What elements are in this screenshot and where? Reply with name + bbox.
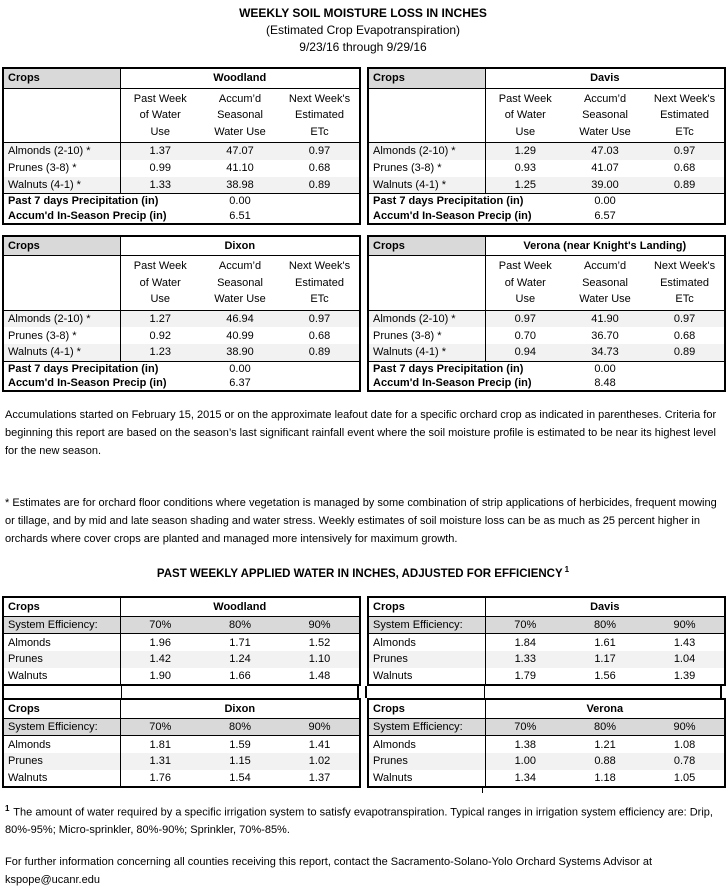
value-cell: 1.00	[514, 755, 536, 768]
subheader-spacer	[3, 256, 120, 311]
crop-name: Walnuts (4-1) *	[3, 344, 120, 361]
column-header-line: Accum’d	[583, 92, 627, 105]
value-cell: 0.97	[673, 145, 696, 158]
column-header-past-week	[120, 88, 200, 143]
table-row	[3, 361, 360, 376]
contact-info: For further information concerning all counties receiving this report, contact the Sacramento-Solano-Yolo Orchard Systems Advisor at kspope@ucanr.edu	[5, 856, 653, 887]
column-header-line: Estimated	[660, 276, 709, 289]
location-header: Verona	[485, 699, 725, 719]
applied-water-table-dixon	[2, 698, 361, 788]
value-cell: 1.17	[594, 653, 616, 666]
crop-name: Prunes	[368, 651, 485, 668]
value-cell: 0.68	[673, 329, 696, 342]
value-cell: 1.04	[673, 653, 696, 666]
crops-header: Crops	[368, 236, 485, 256]
value-cell: 1.27	[149, 312, 171, 325]
crop-name: Prunes	[368, 753, 485, 770]
column-header-line: Water Use	[214, 293, 266, 305]
subheader-spacer	[3, 88, 120, 143]
value-cell: 1.25	[485, 177, 565, 194]
table-border-stub	[482, 788, 483, 793]
value-cell: 1.42	[149, 653, 171, 666]
efficiency-header: 90%	[645, 719, 725, 736]
column-header-line: Next Week's	[653, 260, 716, 272]
column-header-line: Estimated	[295, 276, 344, 289]
table-row	[3, 770, 360, 787]
table-row	[3, 194, 360, 209]
value-cell: 1.96	[149, 636, 171, 649]
empty-cell	[645, 361, 725, 376]
location-header: Woodland	[120, 597, 360, 617]
precip-label: Past 7 days Precipitation (in)	[373, 362, 524, 375]
value-cell: 0.70	[514, 329, 536, 342]
crop-name: Almonds (2-10) *	[3, 143, 120, 160]
precip-value: 8.48	[594, 377, 616, 389]
column-header-seasonal	[565, 88, 645, 143]
value-cell: 47.07	[226, 145, 254, 158]
efficiency-label: System Efficiency:	[3, 617, 120, 634]
value-cell: 0.89	[280, 177, 360, 194]
value-cell: 1.66	[229, 669, 251, 682]
value-cell: 0.68	[308, 329, 331, 342]
value-cell: 1.43	[673, 636, 696, 649]
value-cell: 1.56	[594, 669, 616, 682]
moisture-table-davis	[367, 67, 726, 225]
moisture-table-dixon	[2, 235, 361, 393]
column-header-line: Accum’d	[218, 92, 262, 105]
value-cell: 1.61	[594, 636, 616, 649]
table-row	[3, 736, 360, 753]
value-cell: 1.71	[229, 636, 251, 649]
value-cell: 39.00	[565, 177, 645, 194]
table-row	[368, 209, 725, 224]
column-header-line: Use	[515, 125, 536, 138]
precip-label: Past 7 days Precipitation (in)	[8, 362, 159, 375]
efficiency-row	[3, 617, 360, 634]
note-accumulations: Accumulations started on February 15, 2015 or on the approximate leafout date for a specific orchard crop as indicated in parentheses. Criteria for beginning this report are based on the season’s last significant rainfall event where the soil moisture profile is estimated to be near its highest level for the new season.	[5, 409, 717, 457]
value-cell: 1.10	[308, 653, 331, 666]
table-row	[368, 753, 725, 770]
column-header-line: Estimated	[295, 109, 344, 121]
value-cell: 1.54	[229, 771, 251, 784]
location-header: Verona (near Knight's Landing)	[485, 236, 725, 256]
crop-name: Prunes (3-8) *	[368, 327, 485, 344]
empty-table-row	[365, 686, 722, 698]
value-cell: 0.92	[149, 329, 171, 342]
column-header-line: ETc	[675, 293, 694, 305]
column-header-line: Water Use	[579, 125, 631, 138]
precip-label: Past 7 days Precipitation (in)	[8, 195, 159, 208]
empty-cell	[645, 194, 725, 209]
column-header-line: Past Week	[498, 260, 552, 272]
table-row	[3, 376, 360, 391]
value-cell: 1.31	[149, 755, 171, 768]
value-cell: 0.68	[308, 162, 331, 174]
crops-header: Crops	[3, 597, 120, 617]
value-cell: 41.07	[591, 162, 619, 174]
value-cell: 1.08	[673, 738, 696, 751]
value-cell: 0.97	[308, 312, 331, 325]
table-row	[3, 160, 360, 177]
column-header-line: Next Week's	[288, 260, 351, 272]
value-cell: 0.97	[514, 312, 536, 325]
precip-value: 0.00	[594, 362, 616, 375]
crop-name: Prunes	[3, 753, 120, 770]
value-cell: 0.89	[280, 344, 360, 361]
table-row	[368, 736, 725, 753]
column-header-line: of Water	[139, 109, 181, 121]
efficiency-header: 80%	[565, 719, 645, 736]
column-header-line: of Water	[504, 276, 546, 289]
empty-cell	[280, 376, 360, 391]
value-cell: 1.18	[594, 771, 616, 784]
table-row	[368, 327, 725, 344]
empty-table-row	[2, 686, 359, 698]
value-cell: 46.94	[226, 312, 254, 325]
value-cell: 1.90	[149, 669, 171, 682]
value-cell: 0.99	[149, 162, 171, 174]
value-cell: 1.76	[149, 771, 171, 784]
applied-water-table-verona	[367, 698, 726, 788]
table-row	[368, 651, 725, 668]
column-header-past-week	[485, 256, 565, 311]
column-header-line: Seasonal	[217, 109, 263, 121]
table-row	[3, 310, 360, 327]
crop-name: Prunes (3-8) *	[368, 160, 485, 177]
value-cell: 34.73	[565, 344, 645, 361]
crop-name: Walnuts	[368, 668, 485, 685]
precip-value: 0.00	[229, 362, 251, 375]
empty-cell	[645, 376, 725, 391]
value-cell: 1.52	[308, 636, 331, 649]
crop-name: Almonds	[368, 736, 485, 753]
crops-header: Crops	[368, 68, 485, 88]
applied-water-heading-text: PAST WEEKLY APPLIED WATER IN INCHES, ADJUSTED FOR EFFICIENCY	[156, 567, 563, 580]
column-header-line: ETc	[310, 125, 329, 138]
value-cell: 41.10	[226, 162, 254, 174]
value-cell: 36.70	[591, 329, 619, 342]
footnote-text: The amount of water required by a specific irrigation system to satisfy evapotranspiration. Typical ranges in irrigation system efficiency are: Drip, 80%-95%; Micro-sprinkler, 80%-90%; Sprinkler, 70%-85%.	[5, 806, 713, 837]
crop-name: Prunes	[3, 651, 120, 668]
precip-value: 6.37	[229, 377, 251, 389]
value-cell: 0.89	[645, 344, 725, 361]
crop-name: Walnuts (4-1) *	[368, 177, 485, 194]
crop-name: Walnuts	[368, 770, 485, 787]
note-estimates: * Estimates are for orchard floor conditions where vegetation is managed by some combination of strip applications of herbicides, frequent mowing or tillage, and by mid and late season shading and water stress. Weekly estimates of soil moisture loss can be as much as 25 percent higher in orchards where cover crops are planted and managed more intensively for maximum growth.	[5, 497, 717, 545]
column-header-etc	[280, 256, 360, 311]
column-header-line: Seasonal	[582, 109, 628, 121]
applied-water-tables-row-1	[2, 596, 726, 686]
applied-water-heading	[0, 565, 726, 580]
efficiency-label: System Efficiency:	[368, 719, 485, 736]
precip-label: Accum'd In-Season Precip (in)	[8, 209, 167, 222]
crop-name: Almonds	[368, 634, 485, 651]
efficiency-row	[368, 719, 725, 736]
report-title: WEEKLY SOIL MOISTURE LOSS IN INCHES	[239, 6, 487, 20]
location-header: Woodland	[120, 68, 360, 88]
precip-label: Accum'd In-Season Precip (in)	[373, 209, 532, 222]
table-row	[3, 143, 360, 160]
table-row	[368, 668, 725, 685]
crop-name: Almonds (2-10) *	[368, 143, 485, 160]
value-cell: 0.78	[673, 755, 696, 768]
value-cell: 1.81	[149, 738, 171, 751]
column-header-etc	[280, 88, 360, 143]
crop-name: Prunes (3-8) *	[3, 327, 120, 344]
precip-label: Past 7 days Precipitation (in)	[373, 195, 524, 208]
column-header-line: Accum’d	[218, 260, 262, 272]
efficiency-header: 80%	[200, 617, 280, 634]
value-cell: 0.93	[514, 162, 536, 174]
column-header-past-week	[485, 88, 565, 143]
column-header-line: Use	[150, 293, 171, 305]
value-cell: 41.90	[591, 312, 619, 325]
applied-water-table-davis	[367, 596, 726, 686]
table-row	[3, 668, 360, 685]
crop-name: Almonds (2-10) *	[3, 310, 120, 327]
value-cell: 1.15	[229, 755, 251, 768]
moisture-tables-row-2	[2, 235, 726, 393]
crops-header: Crops	[3, 68, 120, 88]
value-cell: 1.29	[514, 145, 536, 158]
table-row	[3, 177, 360, 194]
crops-header: Crops	[368, 597, 485, 617]
column-header-etc	[645, 88, 725, 143]
column-header-line: Water Use	[214, 125, 266, 138]
crop-name: Walnuts (4-1) *	[368, 344, 485, 361]
table-row	[368, 361, 725, 376]
value-cell: 1.33	[120, 177, 200, 194]
value-cell: 1.02	[308, 755, 331, 768]
crop-name: Almonds	[3, 634, 120, 651]
value-cell: 1.84	[514, 636, 536, 649]
table-row	[3, 753, 360, 770]
table-row	[3, 344, 360, 361]
precip-value: 6.57	[594, 209, 616, 222]
value-cell: 1.38	[514, 738, 536, 751]
crops-header: Crops	[3, 699, 120, 719]
crop-name: Walnuts (4-1) *	[3, 177, 120, 194]
column-header-line: Next Week's	[288, 92, 351, 105]
value-cell: 0.88	[594, 755, 616, 768]
table-row	[368, 310, 725, 327]
location-header: Dixon	[120, 236, 360, 256]
crop-name: Almonds (2-10) *	[368, 310, 485, 327]
column-header-line: Past Week	[133, 260, 187, 272]
column-header-line: Seasonal	[582, 276, 628, 289]
efficiency-label: System Efficiency:	[368, 617, 485, 634]
column-header-line: Use	[150, 125, 171, 138]
value-cell: 1.24	[229, 653, 251, 666]
table-row	[368, 770, 725, 787]
value-cell: 0.94	[485, 344, 565, 361]
crops-header: Crops	[3, 236, 120, 256]
value-cell: 0.68	[673, 162, 696, 174]
value-cell: 1.33	[514, 653, 536, 666]
efficiency-header: 80%	[565, 617, 645, 634]
value-cell: 0.89	[645, 177, 725, 194]
column-header-line: ETc	[675, 125, 694, 138]
subheader-spacer	[368, 256, 485, 311]
table-row	[368, 143, 725, 160]
efficiency-header: 70%	[120, 617, 200, 634]
precip-label: Accum'd In-Season Precip (in)	[8, 377, 167, 389]
location-header: Davis	[485, 68, 725, 88]
efficiency-header: 90%	[280, 617, 360, 634]
footnote-marker: 1	[5, 803, 10, 813]
column-header-line: of Water	[139, 276, 181, 289]
moisture-table-verona	[367, 235, 726, 393]
applied-water-tables-row-2	[2, 698, 726, 788]
table-row	[3, 634, 360, 651]
precip-value: 6.51	[229, 209, 251, 222]
table-row	[368, 376, 725, 391]
subheader-spacer	[368, 88, 485, 143]
column-header-seasonal	[200, 88, 280, 143]
document-header	[0, 0, 726, 56]
location-header: Dixon	[120, 699, 360, 719]
value-cell: 1.48	[308, 669, 331, 682]
column-header-line: of Water	[504, 109, 546, 121]
value-cell: 0.97	[673, 312, 696, 325]
footnote-marker: 1	[564, 565, 570, 574]
value-cell: 1.05	[673, 771, 696, 784]
efficiency-header: 70%	[485, 719, 565, 736]
table-connector-row	[2, 686, 726, 698]
table-row	[368, 634, 725, 651]
table-row	[368, 160, 725, 177]
precip-label: Accum'd In-Season Precip (in)	[373, 377, 532, 389]
applied-water-table-woodland	[2, 596, 361, 686]
column-header-line: Seasonal	[217, 276, 263, 289]
empty-cell	[280, 361, 360, 376]
column-header-past-week	[120, 256, 200, 311]
empty-cell	[280, 194, 360, 209]
moisture-table-woodland	[2, 67, 361, 225]
crop-name: Almonds	[3, 736, 120, 753]
precip-value: 0.00	[229, 195, 251, 208]
value-cell: 1.37	[308, 771, 331, 784]
column-header-line: Water Use	[579, 293, 631, 305]
efficiency-row	[3, 719, 360, 736]
efficiency-header: 80%	[200, 719, 280, 736]
value-cell: 1.59	[229, 738, 251, 751]
value-cell: 38.98	[200, 177, 280, 194]
crops-header: Crops	[368, 699, 485, 719]
table-row	[368, 177, 725, 194]
empty-cell	[280, 209, 360, 224]
column-header-line: Use	[515, 293, 536, 305]
moisture-tables-row-1	[2, 67, 726, 225]
value-cell: 1.79	[514, 669, 536, 682]
efficiency-header: 90%	[645, 617, 725, 634]
efficiency-row	[368, 617, 725, 634]
value-cell: 40.99	[226, 329, 254, 342]
column-header-line: Estimated	[660, 109, 709, 121]
footnote-irrigation-efficiency	[0, 800, 726, 840]
report-date-range: 9/23/16 through 9/29/16	[299, 40, 427, 54]
column-header-line: ETc	[310, 293, 329, 305]
table-row	[368, 344, 725, 361]
column-header-line: Next Week's	[653, 92, 716, 105]
table-row	[368, 194, 725, 209]
column-header-line: Accum’d	[583, 260, 627, 272]
value-cell: 47.03	[591, 145, 619, 158]
column-header-line: Past Week	[498, 92, 552, 105]
column-header-line: Past Week	[133, 92, 187, 105]
value-cell: 1.41	[308, 738, 331, 751]
efficiency-header: 70%	[120, 719, 200, 736]
table-row	[3, 209, 360, 224]
empty-cell	[645, 209, 725, 224]
value-cell: 1.34	[514, 771, 536, 784]
value-cell: 0.97	[308, 145, 331, 158]
value-cell: 1.23	[120, 344, 200, 361]
table-row	[3, 327, 360, 344]
precip-value: 0.00	[594, 195, 616, 208]
value-cell: 1.37	[149, 145, 171, 158]
column-header-seasonal	[200, 256, 280, 311]
efficiency-header: 90%	[280, 719, 360, 736]
crop-name: Prunes (3-8) *	[3, 160, 120, 177]
crop-name: Walnuts	[3, 770, 120, 787]
table-row	[3, 651, 360, 668]
location-header: Davis	[485, 597, 725, 617]
value-cell: 38.90	[200, 344, 280, 361]
efficiency-header: 70%	[485, 617, 565, 634]
report-subtitle: (Estimated Crop Evapotranspiration)	[265, 23, 461, 37]
column-header-etc	[645, 256, 725, 311]
value-cell: 1.21	[594, 738, 616, 751]
value-cell: 1.39	[673, 669, 696, 682]
crop-name: Walnuts	[3, 668, 120, 685]
column-header-seasonal	[565, 256, 645, 311]
efficiency-label: System Efficiency:	[3, 719, 120, 736]
